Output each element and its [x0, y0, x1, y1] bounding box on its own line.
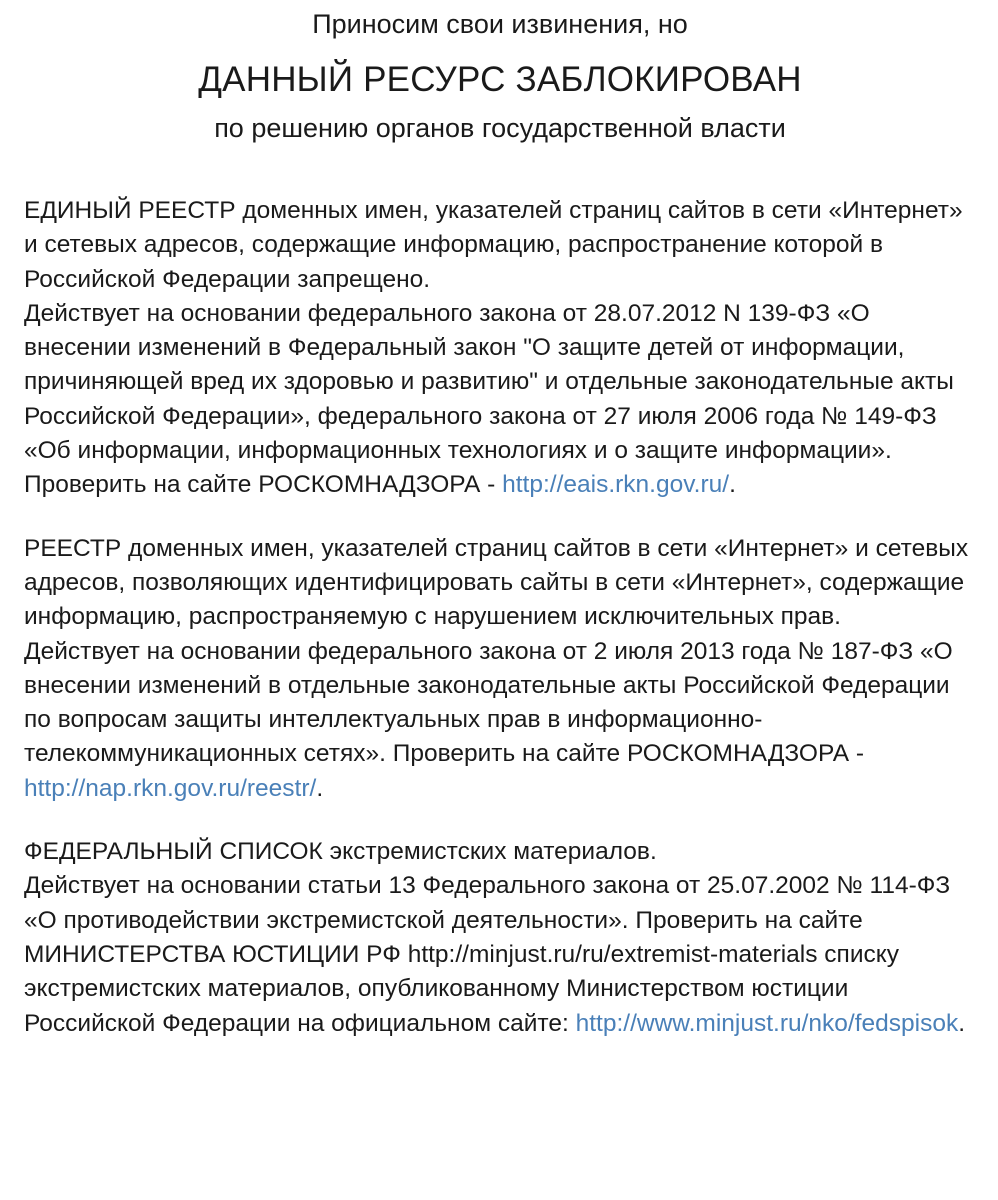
apology-text: Приносим свои извинения, но: [312, 9, 688, 39]
registry-unified: [24, 194, 976, 503]
registry-description: ЕДИНЫЙ РЕЕСТР доменных имен, указателей страниц сайтов в сети «Интернет» и сетевых адресов, содержащие информацию, распространение которой в Российской Федерации запрещено.: [24, 197, 963, 293]
registry-basis-text: Действует на основании федерального закона от 28.07.2012 N 139-ФЗ «О внесении изменений в Федеральный закон "О защите детей от информации, причиняющей вред их здоровью и развитию" и отдельные законодательные акты Российской Федерации», федерального закона от 27 июля 2006 года № 149-ФЗ «Об информации, информационных технологиях и о защите информации». Проверить на сайте РОСКОМНАДЗОРА -: [24, 299, 954, 499]
registry-copyright: [24, 532, 976, 806]
page-title: ДАННЫЙ РЕСУРС ЗАБЛОКИРОВАН: [198, 60, 802, 99]
minjust-plain-url: http://minjust.ru/ru/extremist-materials: [407, 940, 818, 968]
nap-link[interactable]: http://nap.rkn.gov.ru/reestr/: [24, 774, 317, 802]
registry-description: РЕЕСТР доменных имен, указателей страниц сайтов в сети «Интернет» и сетевых адресов, позволяющих идентифицировать сайты в сети «Интернет», содержащие информацию, распространяемую с нарушением исключительных прав.: [24, 534, 969, 631]
registry-basis: [24, 635, 976, 806]
trailing-period: .: [958, 1009, 966, 1037]
registry-list: [24, 194, 976, 1041]
registry-basis-text: Действует на основании статьи 13 Федерального закона от 25.07.2002 № 114-ФЗ «О противодействии экстремистской деятельности». Проверить на сайте МИНИСТЕРСТВА ЮСТИЦИИ РФ: [24, 872, 951, 968]
trailing-period: .: [316, 774, 324, 802]
registry-basis: [24, 869, 976, 1040]
trailing-period: .: [729, 471, 736, 499]
page-header: [24, 0, 976, 148]
page-subtitle: по решению органов государственной власти: [214, 113, 786, 143]
registry-description: ФЕДЕРАЛЬНЫЙ СПИСОК экстремистских материалов.: [24, 838, 657, 866]
registry-basis-continued: списку экстремистских материалов, опубликованному Министерством юстиции Российской Федерации на официальном сайте:: [24, 940, 900, 1037]
registry-basis-text: Действует на основании федерального закона от 2 июля 2013 года № 187-ФЗ «О внесении изменений в отдельные законодательные акты Российской Федерации по вопросам защиты интеллектуальных прав в информационно-телекоммуникационных сетях». Проверить на сайте РОСКОМНАДЗОРА -: [24, 637, 953, 768]
registry-extremist: [24, 835, 976, 1041]
fedspisok-link[interactable]: http://www.minjust.ru/nko/fedspisok: [575, 1009, 959, 1037]
eais-link[interactable]: http://eais.rkn.gov.ru/: [502, 471, 730, 499]
registry-basis: [24, 297, 976, 503]
